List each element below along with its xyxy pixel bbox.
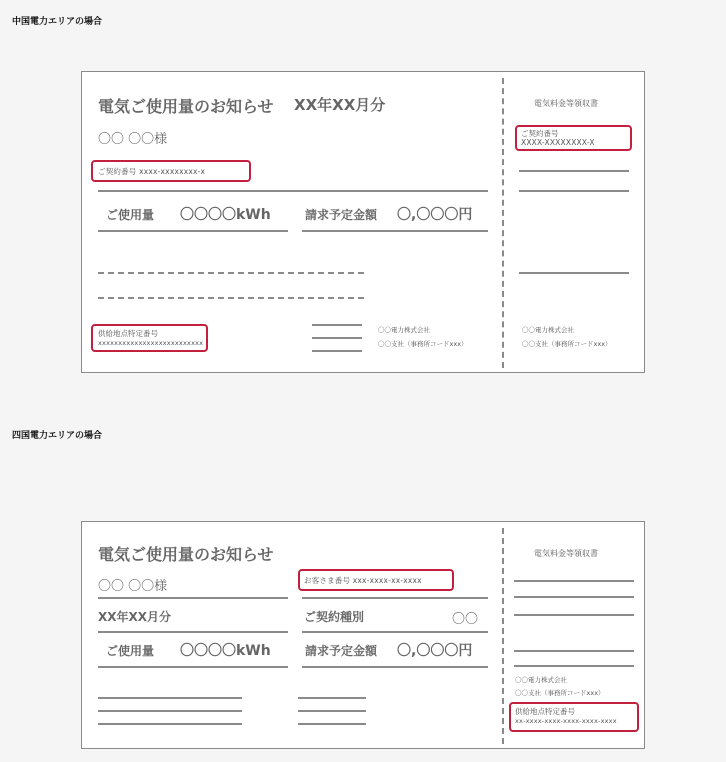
contract-type-value: 〇〇 <box>452 612 479 627</box>
billing-label: 請求予定金額 <box>305 208 378 222</box>
divider <box>514 614 634 616</box>
bill-sample-chugoku <box>81 71 645 373</box>
section-heading-chugoku: 中国電力エリアの場合 <box>12 17 103 27</box>
supply-point-label: 供給地点特定番号 <box>98 329 158 338</box>
dashed-line <box>98 297 364 299</box>
billing-month: XX年XX月分 <box>98 610 172 624</box>
billing-amount: 〇,〇〇〇円 <box>397 207 473 223</box>
divider <box>519 190 629 192</box>
perforation-line <box>502 528 504 744</box>
billing-month: XX年XX月分 <box>294 96 386 114</box>
customer-name: 〇〇 〇〇様 <box>98 579 168 594</box>
divider <box>98 723 242 725</box>
billing-label: 請求予定金額 <box>305 644 378 658</box>
divider <box>98 666 288 668</box>
divider <box>98 230 288 232</box>
divider <box>514 596 634 598</box>
receipt-contract-label: ご契約番号 <box>521 129 559 138</box>
usage-label: ご使用量 <box>106 644 155 658</box>
divider <box>312 350 362 352</box>
divider <box>98 190 488 192</box>
bill-sample-shikoku <box>81 521 645 749</box>
divider <box>98 710 242 712</box>
section-heading-shikoku: 四国電力エリアの場合 <box>12 431 103 441</box>
supply-point-number: xxxxxxxxxxxxxxxxxxxxxxxxxx <box>98 339 204 347</box>
divider <box>514 665 634 667</box>
branch-office: 〇〇支社（事務所コードxxx） <box>378 340 468 348</box>
divider <box>298 697 366 699</box>
divider <box>312 324 362 326</box>
receipt-contract-number: XXXX-XXXXXXXX-X <box>521 138 595 147</box>
receipt-branch: 〇〇支社（事務所コードxxx） <box>515 689 605 697</box>
divider <box>302 666 488 668</box>
divider <box>302 631 488 633</box>
dashed-line <box>98 272 364 274</box>
usage-value: 〇〇〇〇kWh <box>180 643 271 659</box>
divider <box>98 631 288 633</box>
divider <box>514 580 634 582</box>
customer-name: 〇〇 〇〇様 <box>98 132 168 147</box>
contract-type-label: ご契約種別 <box>304 610 365 624</box>
divider <box>302 597 488 599</box>
billing-amount: 〇,〇〇〇円 <box>397 643 473 659</box>
usage-label: ご使用量 <box>106 208 155 222</box>
usage-value: 〇〇〇〇kWh <box>180 207 271 223</box>
receipt-title: 電気料金等領収書 <box>534 99 598 108</box>
receipt-company: 〇〇電力株式会社 <box>515 676 567 684</box>
divider <box>519 272 629 274</box>
divider <box>302 230 488 232</box>
supply-point-number: xx-xxxx-xxxx-xxxx-xxxx-xxxx <box>515 717 617 725</box>
supply-point-label: 供給地点特定番号 <box>515 707 575 716</box>
perforation-line <box>502 78 504 368</box>
divider <box>514 650 634 652</box>
contract-number: ご契約番号 xxxx-xxxxxxxx-x <box>98 167 206 176</box>
divider <box>298 710 366 712</box>
receipt-branch: 〇〇支社（事務所コードxxx） <box>522 340 612 348</box>
divider <box>98 697 242 699</box>
receipt-company: 〇〇電力株式会社 <box>522 326 574 334</box>
receipt-title: 電気料金等領収書 <box>534 549 598 558</box>
divider <box>519 170 629 172</box>
divider <box>298 723 366 725</box>
notice-title: 電気ご使用量のお知らせ <box>98 545 274 564</box>
divider <box>312 337 362 339</box>
customer-number: お客さま番号 xxx-xxxx-xx-xxxx <box>304 576 422 585</box>
company-name: 〇〇電力株式会社 <box>378 326 430 334</box>
divider <box>98 597 288 599</box>
notice-title: 電気ご使用量のお知らせ <box>98 97 274 116</box>
